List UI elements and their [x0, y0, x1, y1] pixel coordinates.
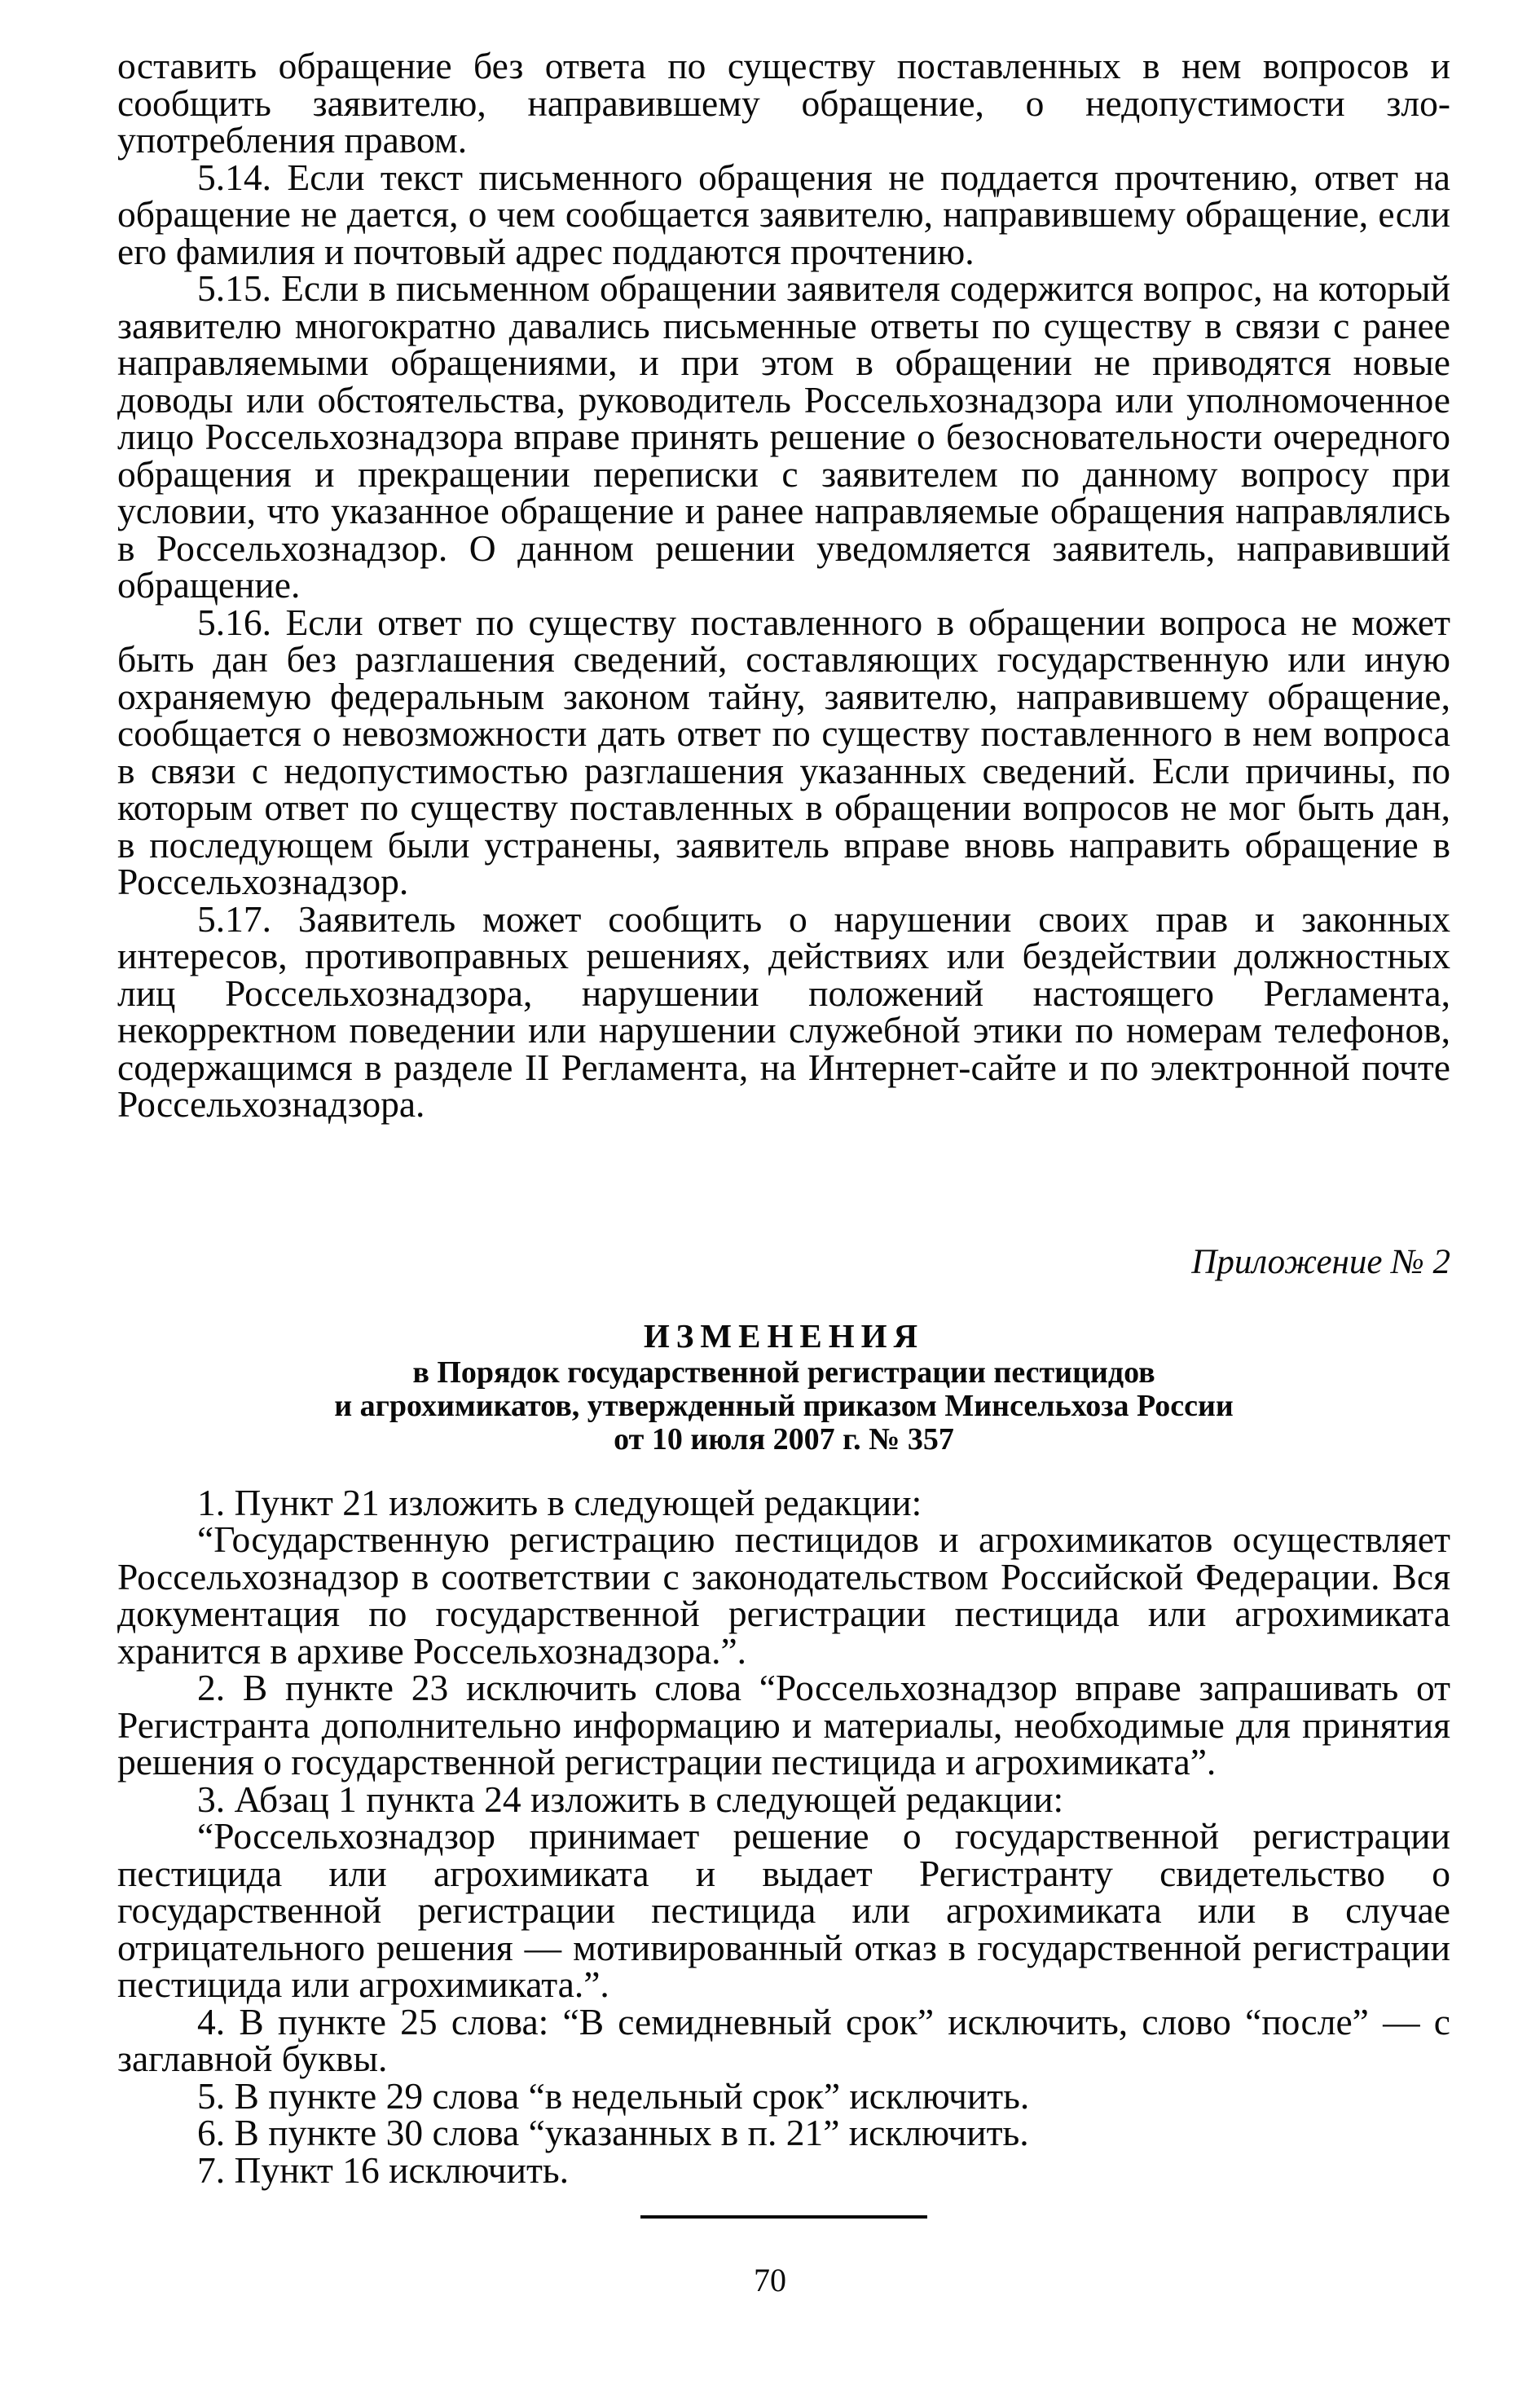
amendment-item: 3. Абзац 1 пункта 24 изложить в следующей редакции: [197, 1778, 1064, 1820]
amendments-list [117, 1481, 1450, 2191]
page-number: 70 [754, 2262, 786, 2298]
paragraph-continuation: оставить обращение без ответа по существу поставленных в нем вопросов и сообщить заявителю, направившему обращение, о недопустимости злоупотребления правом. [117, 45, 1450, 161]
amendments-title: ИЗМЕНЕНИЯ [643, 1316, 925, 1355]
paragraph-5-17: 5.17. Заявитель может сообщить о нарушении своих прав и законных интересов, противоправных решениях, действиях или бездействии должностных лиц Россельхознадзора, нарушении положений настоящего Регламента, некорректном поведении или нарушении служебной этики по номерам телефонов, содержащимся в разделе II Регламента, на Интернет-сайте и по электронной почте Россельхознадзора. [117, 897, 1450, 1125]
subtitle-line: в Порядок государственной регистрации пестицидов [412, 1355, 1155, 1390]
section-spacer [117, 1123, 1450, 1244]
amendment-item: 1. Пункт 21 изложить в следующей редакции: [197, 1481, 922, 1523]
paragraph-5-15: 5.15. Если в письменном обращении заявителя содержится вопрос, на который заявителю многократно давались письменные ответы по существу в связи с ранее направляемыми обращениями, и при этом в обращении не приводятся новые доводы или обстоятельства, руководитель Россельхознадзора или уполномоченное лицо Россельхознадзора вправе принять решение о безосновательности очередного обращения и прекращении переписки с заявителем по данному вопросу при условии, что указанное обращение и ранее направляемые обращения направлялись в Россельхознадзор. О данном решении уведомляется заявитель, направивший обращение. [117, 267, 1450, 606]
amendment-item: 7. Пункт 16 исключить. [197, 2148, 569, 2191]
amendments-subtitle [117, 1356, 1450, 1456]
document-page [117, 45, 1450, 2191]
subtitle-line: и агрохимикатов, утвержденный приказом Минсельхоза России [334, 1388, 1234, 1423]
amendment-item: 2. В пункте 23 исключить слова “Россельхознадзор вправе запрашивать от Регистранта дополнительно информацию и материалы, необходимые для принятия решения о государственной регистрации пестицида и агрохимиката”. [117, 1667, 1450, 1782]
amendment-item: 4. В пункте 25 слова: “В семидневный срок” исключить, слово “после” — с заглавной буквы. [117, 2000, 1450, 2079]
amendment-item: 5. В пункте 29 слова “в недельный срок” исключить. [197, 2074, 1030, 2117]
appendix-label: Приложение № 2 [1191, 1242, 1450, 1281]
body-section [117, 47, 1450, 1123]
subtitle-line: от 10 июля 2007 г. № 357 [614, 1421, 954, 1456]
paragraph-5-14: 5.14. Если текст письменного обращения не поддается прочтению, ответ на обращение не дается, о чем сообщается заявителю, направившему обращение, если его фамилия и почтовый адрес поддаются прочтению. [117, 156, 1450, 272]
amendment-quote: “Государственную регистрацию пестицидов и агрохимикатов осуществляет Россельхознадзор в соответствии с законодательством Российской Федерации. Вся документация по государственной регистрации пестицида или агрохимиката хранится в архиве Россельхознадзора.”. [117, 1518, 1450, 1672]
amendment-item: 6. В пункте 30 слова “указанных в п. 21” исключить. [197, 2112, 1029, 2153]
amendment-quote: “Россельхознадзор принимает решение о государственной регистрации пестицида или агрохимиката и выдает Регистранту свидетельство о государственной регистрации пестицида или агрохимиката или в случае отрицательного решения — мотивированный отказ в государственной регистрации пестицида или агрохимиката.”. [117, 1815, 1450, 2005]
footer-divider [640, 2215, 927, 2219]
paragraph-5-16: 5.16. Если ответ по существу поставленного в обращении вопроса не может быть дан без разглашения сведений, составляющих государственную или иную охраняемую федеральным законом тайну, заявителю, направившему обращение, сообщается о невозможности дать ответ по существу поставленного в нем вопроса в связи с недопустимостью разглашения указанных сведений. Если причины, по которым ответ по существу поставленных в обращении вопросов не мог быть дан, в последующем были устранены, заявитель вправе вновь направить обращение в Россельхознадзор. [117, 601, 1450, 902]
